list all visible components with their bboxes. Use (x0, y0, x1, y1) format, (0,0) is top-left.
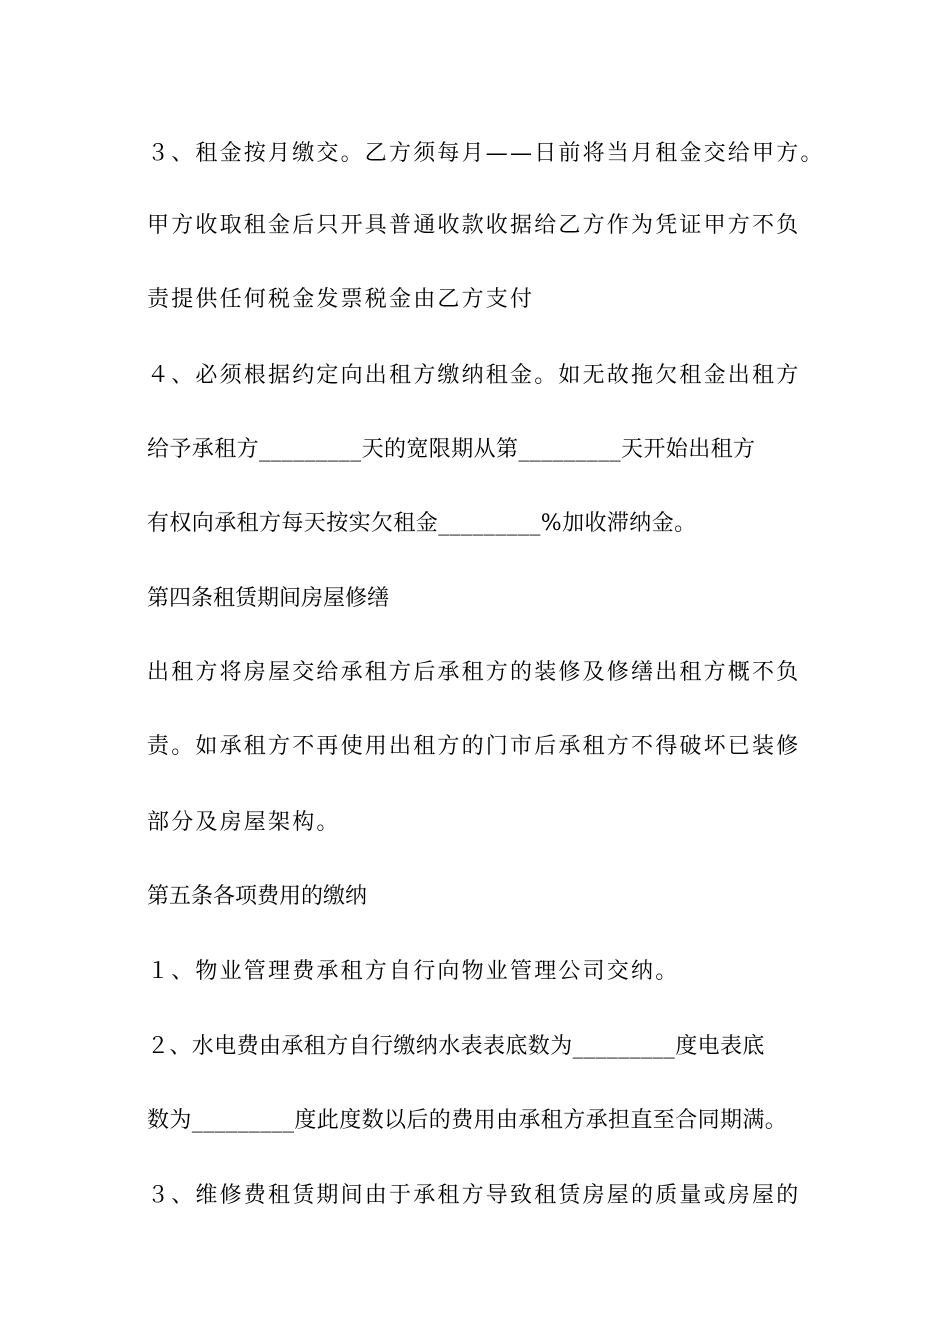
text-line: 责提供任何税金发票税金由乙方支付 (147, 287, 535, 312)
text-line: 数为_________度此度数以后的费用由承租方承担直至合同期满。 (147, 1108, 788, 1133)
text-line: 出租方将房屋交给承租方后承租方的装修及修缮出租方概不负 (147, 660, 801, 685)
text-line: １、物业管理费承租方自行向物业管理公司交纳。 (147, 959, 680, 984)
text-line: 有权向承租方每天按实欠租金_________%加收滞纳金。 (147, 511, 697, 536)
text-line: ４、必须根据约定向出租方缴纳租金。如无故拖欠租金出租方 (147, 363, 801, 388)
text-line: ２、水电费由承租方自行缴纳水表表底数为_________度电表底 (147, 1034, 765, 1059)
text-line: 给予承租方_________天的宽限期从第_________天开始出租方 (147, 437, 756, 462)
section-heading: 第四条租赁期间房屋修缮 (147, 586, 390, 611)
text-line: 甲方收取租金后只开具普通收款收据给乙方作为凭证甲方不负 (147, 213, 801, 238)
text-line: ３、租金按月缴交。乙方须每月——日前将当月租金交给甲方。 (147, 141, 825, 166)
text-line: 部分及房屋架构。 (147, 810, 341, 835)
text-line: ３、维修费租赁期间由于承租方导致租赁房屋的质量或房屋的 (147, 1183, 801, 1208)
section-heading: 第五条各项费用的缴纳 (147, 884, 368, 909)
text-line: 责。如承租方不再使用出租方的门市后承租方不得破坏已装修 (147, 734, 801, 759)
